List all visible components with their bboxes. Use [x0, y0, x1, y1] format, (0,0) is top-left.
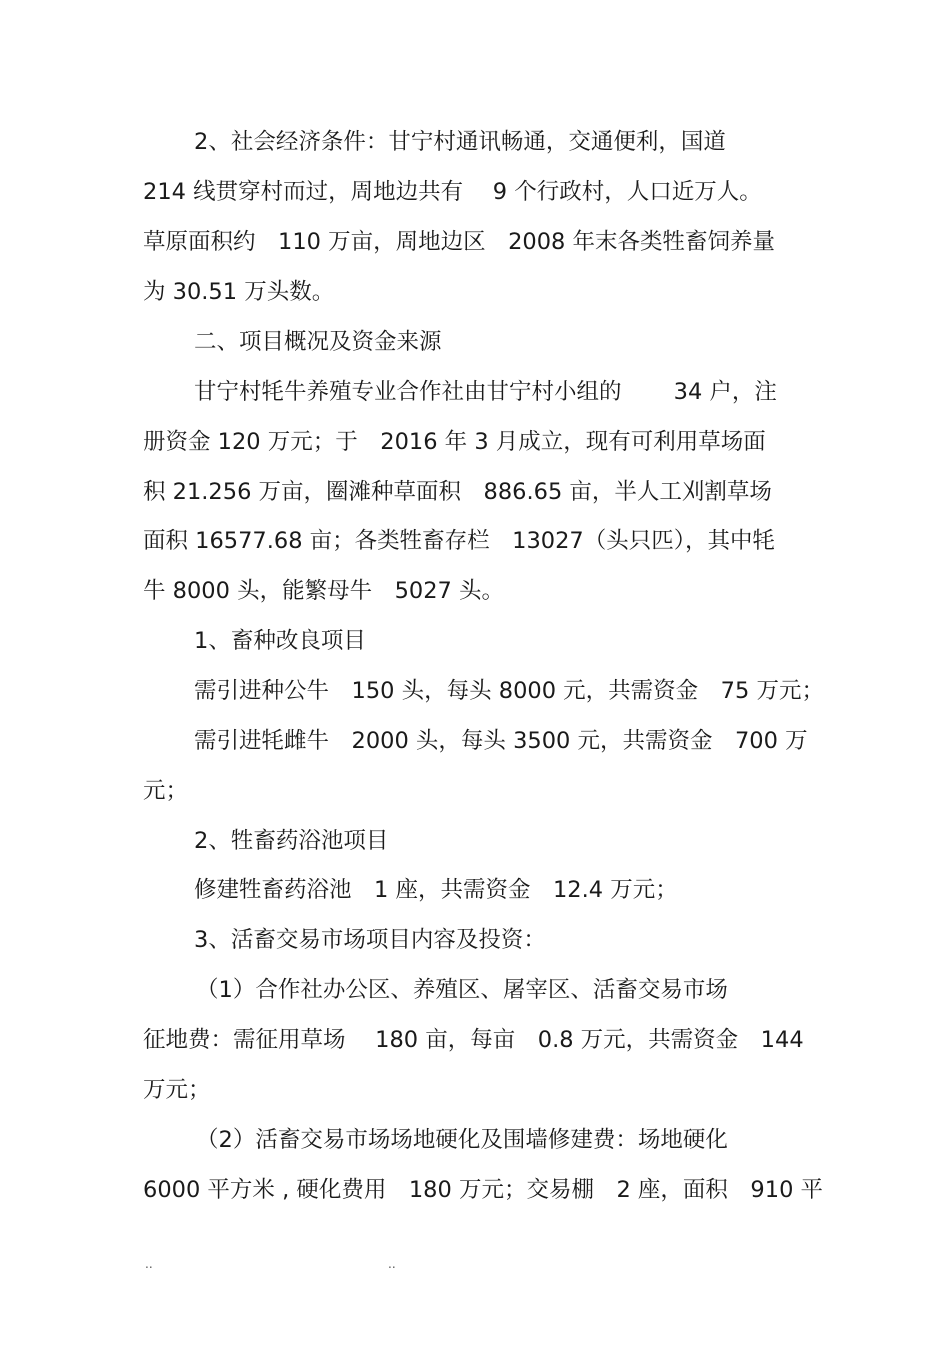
footer-marker-left: ..: [145, 1257, 153, 1271]
text-line-7: 册资金 120 万元；于 2016 年 3 月成立，现有可利用草场面: [143, 429, 766, 455]
text-line-1: 2、社会经济条件：甘宁村通讯畅通，交通便利，国道: [194, 129, 726, 155]
text-line-9: 面积 16577.68 亩；各类牲畜存栏 13027（头只匹），其中牦: [143, 528, 775, 554]
text-line-14: 元；: [143, 778, 189, 804]
footer-marker-right: ..: [388, 1257, 396, 1271]
subheading-1: 1、畜种改良项目: [194, 628, 366, 654]
text-line-6: 甘宁村牦牛养殖专业合作社由甘宁村小组的 34 户，注: [194, 379, 777, 405]
text-line-3: 草原面积约 110 万亩，周地边区 2008 年末各类牲畜饲养量: [143, 229, 776, 255]
text-line-4: 为 30.51 万头数。: [143, 279, 335, 305]
subheading-3: 3、活畜交易市场项目内容及投资：: [194, 927, 546, 953]
subheading-2: 2、牲畜药浴池项目: [194, 828, 389, 854]
text-line-2: 214 线贯穿村而过，周地边共有 9 个行政村，人口近万人。: [143, 179, 762, 205]
text-line-8: 积 21.256 万亩，圈滩种草面积 886.65 亩，半人工刈割草场: [143, 479, 772, 505]
text-line-13: 需引进牦雌牛 2000 头，每头 3500 元，共需资金 700 万: [194, 728, 808, 754]
text-line-10: 牛 8000 头，能繁母牛 5027 头。: [143, 578, 504, 604]
text-line-21: （2）活畜交易市场场地硬化及围墙修建费：场地硬化: [196, 1127, 728, 1153]
text-line-20: 万元；: [143, 1077, 211, 1103]
text-line-12: 需引进种公牛 150 头，每头 8000 元，共需资金 75 万元；: [194, 678, 824, 704]
text-line-22: 6000 平方米 , 硬化费用 180 万元；交易棚 2 座，面积 910 平: [143, 1177, 824, 1203]
text-line-16: 修建牲畜药浴池 1 座，共需资金 12.4 万元；: [194, 877, 678, 903]
text-line-18: （1）合作社办公区、养殖区、屠宰区、活畜交易市场: [196, 977, 728, 1003]
section-heading: 二、项目概况及资金来源: [194, 329, 442, 355]
text-line-19: 征地费：需征用草场 180 亩，每亩 0.8 万元，共需资金 144: [143, 1027, 804, 1053]
